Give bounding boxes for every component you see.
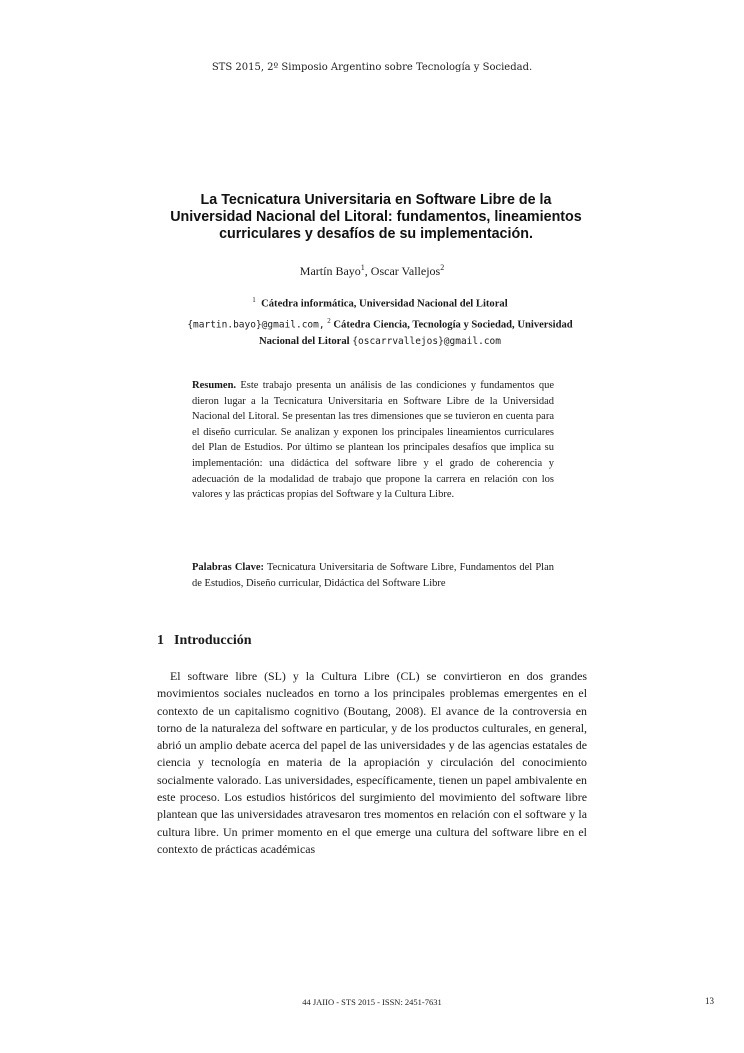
author-name: Martín Bayo [299, 264, 361, 278]
author-list [0, 263, 744, 279]
affiliations [180, 292, 580, 350]
section-title: Introducción [174, 633, 252, 648]
affiliation-marker: 2 [327, 316, 331, 325]
section-heading [157, 633, 252, 649]
abstract-text: Este trabajo presenta un análisis de las condiciones y fundamentos que dieron lugar a la Tecnicatura Universitaria en Software Libre de la Universidad Nacional del Litoral. Se presentan las tres dimensiones que se tuvieron en cuenta para el diseño curricular. Se analizan y exponen los principales lineamientos curriculares del Plan de Estudios. Por último se plantean los principales desafíos que implica su implementación: una didáctica del software libre y el grado de coherencia y adecuación de la modalidad de trabajo que propone la carrera en relación con los valores y las prácticas propias del Software y la Cultura Libre. [192, 380, 554, 501]
keywords [192, 560, 554, 591]
affiliation-name: Cátedra Ciencia, Tecnología y Sociedad, Universidad Nacional del Litoral [258, 319, 573, 348]
affiliation-marker: 1 [360, 263, 365, 272]
affiliation-marker: 2 [440, 263, 445, 272]
keywords-label: Palabras Clave: [192, 562, 264, 573]
author-name: Oscar Vallejos [370, 264, 441, 278]
paper-title: La Tecnicatura Universitaria en Software Libre de la Universidad Nacional del Litoral: fundamentos, lineamientos curriculares y desafíos de su implementación. [170, 191, 582, 242]
affiliation-marker: 1 [252, 296, 256, 304]
keywords-text: Tecnicatura Universitaria de Software Libre, Fundamentos del Plan de Estudios, Diseño curricular, Didáctica del Software Libre [192, 562, 555, 589]
affiliation-name: Cátedra informática, Universidad Nacional del Litoral [261, 298, 508, 310]
section-number: 1 [157, 633, 164, 648]
abstract-label: Resumen. [192, 380, 237, 391]
abstract [192, 378, 554, 503]
page-footer: 44 JAIIO - STS 2015 - ISSN: 2451-7631 [302, 997, 442, 1007]
body-paragraph: El software libre (SL) y la Cultura Libre (CL) se convirtieron en dos grandes movimientos sociales nucleados en torno a los principales problemas emergentes en el contexto de un capitalismo cognitivo (Boutang, 2008). El avance de la controversia en torno de la naturaleza del software en particular, y de los productos culturales, en general, abrió un amplio debate acerca del papel de las universidades y de las agencias estatales de ciencia y tecnología en materia de la apropiación y circulación del conocimiento socialmente valorado. Las universidades, específicamente, tienen un papel ambivalente en este proceso. Los estudios históricos del surgimiento del movimiento del software libre plantean que las universidades atravesaron tres momentos en relación con el software y la cultura libre. Un primer momento en el que emerge una cultura del software libre en el contexto de prácticas académicas [157, 669, 587, 856]
running-header: STS 2015, 2º Simposio Argentino sobre Tecnología y Sociedad. [211, 62, 533, 73]
author-email: {martin.bayo}@gmail.com, [187, 319, 325, 331]
author-email: {oscarrvallejos}@gmail.com [352, 336, 501, 348]
author-separator: , [364, 264, 371, 278]
page-number: 13 [705, 996, 714, 1006]
